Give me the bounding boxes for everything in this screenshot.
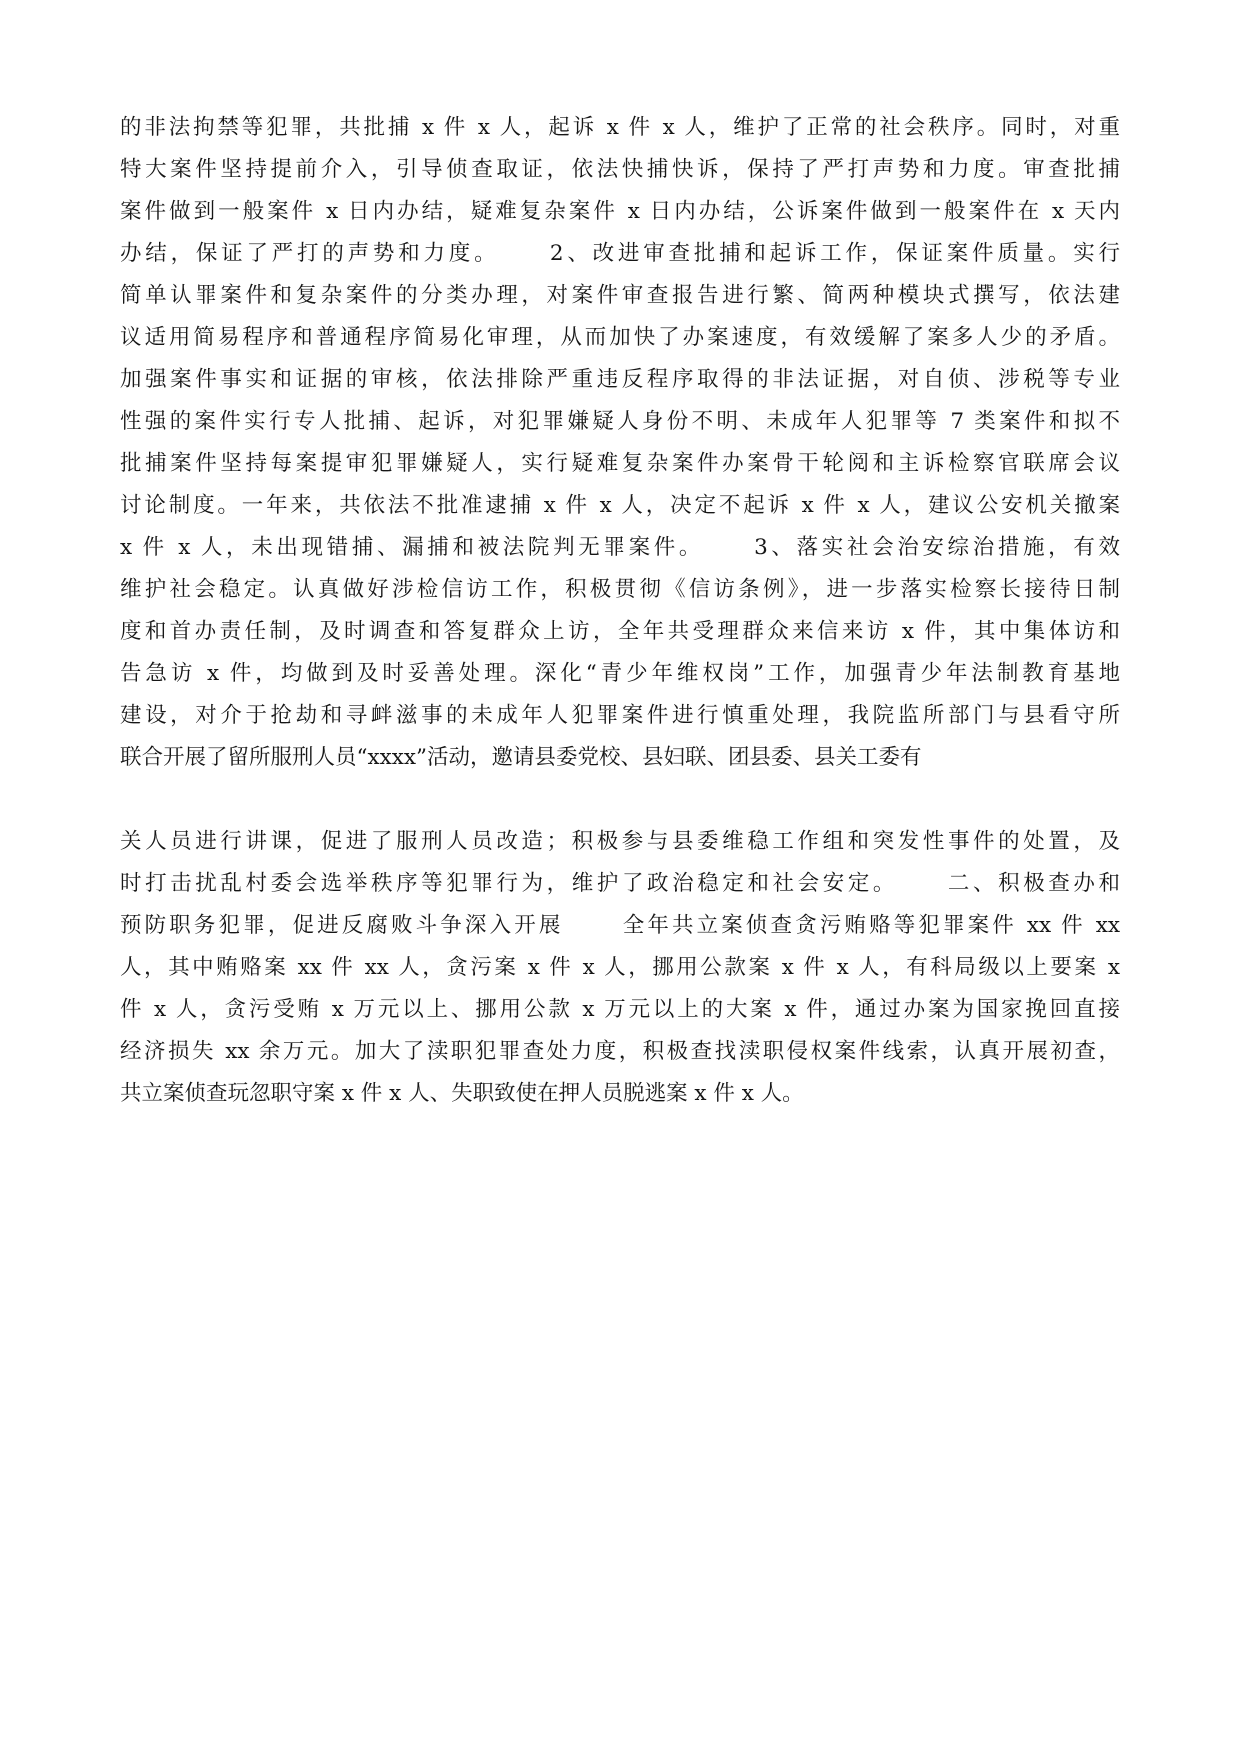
paragraph-line: 度和首办责任制，及时调查和答复群众上访，全年共受理群众来信来访 x 件，其中集体访和 [120, 619, 1120, 644]
paragraph-line: x 件 x 人，未出现错捕、漏捕和被法院判无罪案件。 3、落实社会治安综治措施，有效 [120, 535, 1120, 560]
paragraph-line: 联合开展了留所服刑人员“xxxx”活动，邀请县委党校、县妇联、团县委、县关工委有 [120, 745, 922, 770]
paragraph-line: 告急访 x 件，均做到及时妥善处理。深化“青少年维权岗”工作，加强青少年法制教育基地 [120, 661, 1120, 686]
paragraph-line: 议适用简易程序和普通程序简易化审理，从而加快了办案速度，有效缓解了案多人少的矛盾。 [120, 325, 1120, 350]
paragraph-line: 案件做到一般案件 x 日内办结，疑难复杂案件 x 日内办结，公诉案件做到一般案件在 x 天内 [120, 199, 1120, 224]
paragraph-line: 经济损失 xx 余万元。加大了渎职犯罪查处力度，积极查找渎职侵权案件线索，认真开展初查， [120, 1039, 1120, 1064]
paragraph-line: 建设，对介于抢劫和寻衅滋事的未成年人犯罪案件进行慎重处理，我院监所部门与县看守所 [120, 703, 1120, 728]
paragraph-line: 讨论制度。一年来，共依法不批准逮捕 x 件 x 人，决定不起诉 x 件 x 人，建议公安机关撤案 [120, 493, 1120, 518]
paragraph-line: 预防职务犯罪，促进反腐败斗争深入开展 全年共立案侦查贪污贿赂等犯罪案件 xx 件 xx [120, 913, 1120, 938]
paragraph-line: 关人员进行讲课，促进了服刑人员改造；积极参与县委维稳工作组和突发性事件的处置，及 [120, 829, 1120, 854]
paragraph-line: 人，其中贿赂案 xx 件 xx 人，贪污案 x 件 x 人，挪用公款案 x 件 x 人，有科局级以上要案 x [120, 955, 1120, 980]
paragraph-line: 加强案件事实和证据的审核，依法排除严重违反程序取得的非法证据，对自侦、涉税等专业 [120, 367, 1120, 392]
paragraph-line: 办结，保证了严打的声势和力度。 2、改进审查批捕和起诉工作，保证案件质量。实行 [120, 241, 1120, 266]
paragraph-line: 共立案侦查玩忽职守案 x 件 x 人、失职致使在押人员脱逃案 x 件 x 人。 [120, 1081, 804, 1106]
paragraph-line: 时打击扰乱村委会选举秩序等犯罪行为，维护了政治稳定和社会安定。 二、积极查办和 [120, 871, 1120, 896]
paragraph-line: 维护社会稳定。认真做好涉检信访工作，积极贯彻《信访条例》，进一步落实检察长接待日制 [120, 577, 1120, 602]
paragraph-line: 件 x 人，贪污受贿 x 万元以上、挪用公款 x 万元以上的大案 x 件，通过办案为国家挽回直接 [120, 997, 1120, 1022]
paragraph-line: 性强的案件实行专人批捕、起诉，对犯罪嫌疑人身份不明、未成年人犯罪等 7 类案件和拟不 [120, 409, 1120, 434]
paragraph-line: 的非法拘禁等犯罪，共批捕 x 件 x 人，起诉 x 件 x 人，维护了正常的社会秩序。同时，对重 [120, 115, 1120, 140]
paragraph-line: 特大案件坚持提前介入，引导侦查取证，依法快捕快诉，保持了严打声势和力度。审查批捕 [120, 157, 1120, 182]
paragraph-line: 简单认罪案件和复杂案件的分类办理，对案件审查报告进行繁、简两种模块式撰写，依法建 [120, 283, 1120, 308]
paragraph-line: 批捕案件坚持每案提审犯罪嫌疑人，实行疑难复杂案件办案骨干轮阅和主诉检察官联席会议 [120, 451, 1120, 476]
